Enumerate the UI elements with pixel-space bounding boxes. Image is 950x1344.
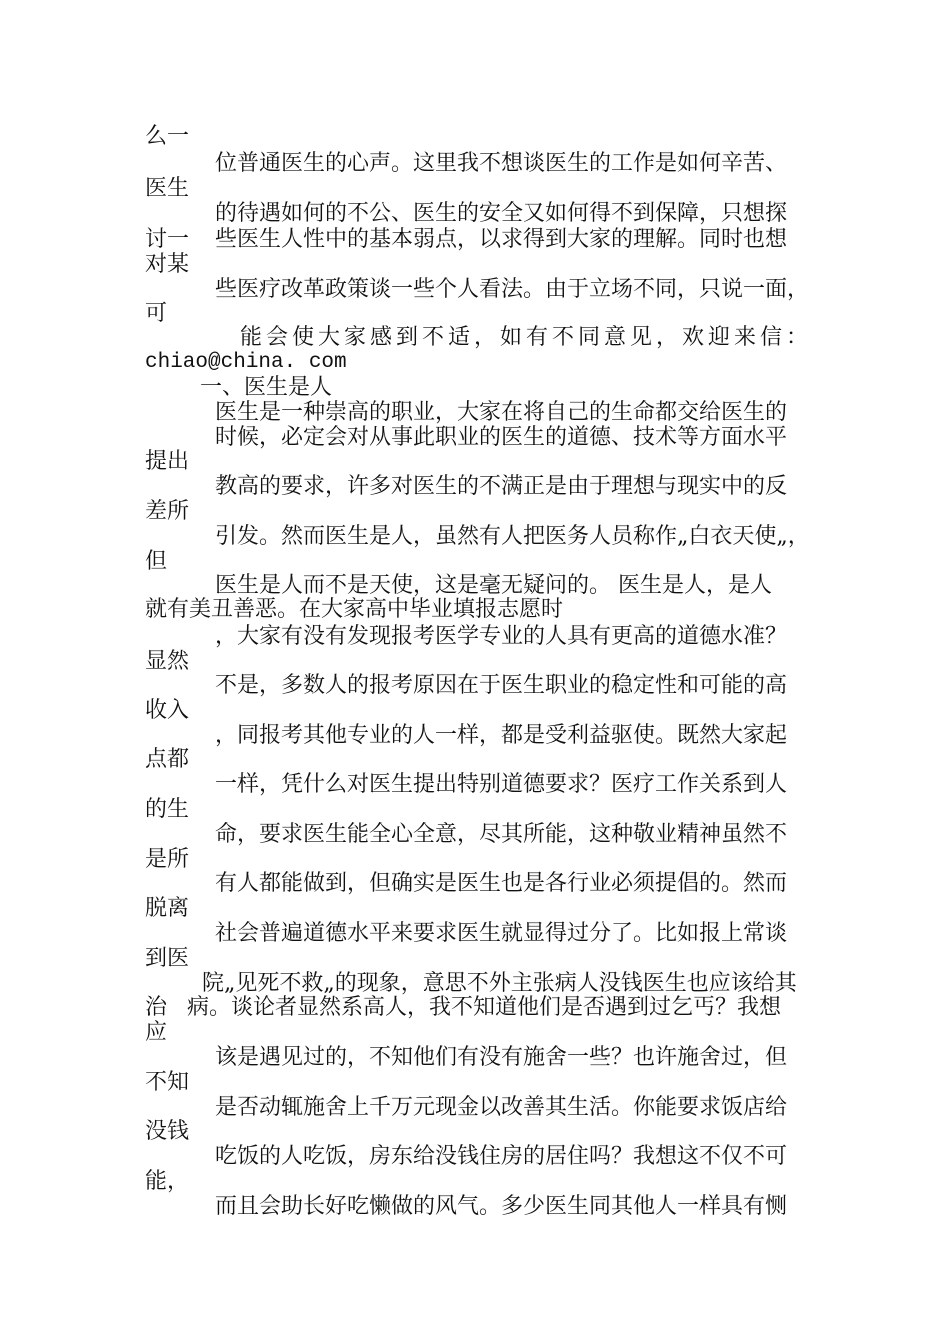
text-line: 是否动辄施舍上千万元现金以改善其生活。你能要求饭店给: [215, 1095, 788, 1120]
text-line: 些医疗改革政策谈一些个人看法。由于立场不同，只说一面，: [215, 277, 810, 302]
text-line: 而且会助长好吃懒做的风气。多少医生同其他人一样具有恻: [215, 1194, 788, 1219]
text-line: 的待遇如何的不公、医生的安全又如何得不到保障，只想探: [215, 201, 788, 226]
text-line: 病。谈论者显然系高人，我不知道他们是否遇到过乞丐？我想: [187, 995, 782, 1020]
text-line: 收入: [145, 698, 190, 723]
text-line: 对某: [145, 252, 190, 277]
text-line: 可: [145, 301, 168, 326]
text-line: 点都: [145, 747, 190, 772]
text-line: 社会普遍道德水平来要求医生就显得过分了。比如报上常谈: [215, 921, 788, 946]
text-line: 到医: [145, 946, 190, 971]
text-line: 能，: [145, 1169, 190, 1194]
text-line: 能会使大家感到不适，如有不同意见，欢迎来信：: [240, 325, 813, 350]
text-line: 提出: [145, 449, 190, 474]
text-line: 但: [145, 549, 168, 574]
text-line: 么一: [145, 124, 190, 149]
text-line: 引发。然而医生是人，虽然有人把医务人员称作„白衣天使„，: [215, 524, 810, 549]
text-line: 有人都能做到，但确实是医生也是各行业必须提倡的。然而: [215, 871, 788, 896]
text-line: 该是遇见过的，不知他们有没有施舍一些？也许施舍过，但: [215, 1045, 788, 1070]
text-line: 应: [145, 1020, 168, 1045]
text-line: 医生: [145, 176, 190, 201]
section-heading: 一、医生是人: [200, 375, 333, 400]
text-line: 位普通医生的心声。这里我不想谈医生的工作是如何辛苦、: [215, 151, 788, 176]
text-line: 教高的要求，许多对医生的不满正是由于理想与现实中的反: [215, 474, 788, 499]
text-line: 不知: [145, 1070, 190, 1095]
email-address: chiao@china. com: [145, 351, 347, 374]
text-line: 些医生人性中的基本弱点，以求得到大家的理解。同时也想: [215, 227, 788, 252]
text-line: ，大家有没有发现报考医学专业的人具有更高的道德水准？: [215, 624, 788, 649]
text-line: 不是，多数人的报考原因在于医生职业的稳定性和可能的高: [215, 673, 788, 698]
text-line: 治: [145, 995, 168, 1020]
text-line: 显然: [145, 649, 190, 674]
text-line: 就有美丑善恶。在大家高中毕业填报志愿时: [145, 597, 564, 622]
text-line: 医生是一种崇高的职业，大家在将自己的生命都交给医生的: [215, 400, 788, 425]
text-line: 没钱: [145, 1119, 190, 1144]
text-line: 院„见死不救„的现象，意思不外主张病人没钱医生也应该给其: [202, 971, 797, 996]
text-line: 一样，凭什么对医生提出特别道德要求？医疗工作关系到人: [215, 772, 788, 797]
text-line: 命，要求医生能全心全意，尽其所能，这种敬业精神虽然不: [215, 822, 788, 847]
text-line: 讨一: [145, 227, 190, 252]
text-line: 的生: [145, 797, 190, 822]
text-line: 医生是人而不是天使，这是毫无疑问的。 医生是人，是人: [215, 573, 772, 598]
text-line: 时候，必定会对从事此职业的医生的道德、技术等方面水平: [215, 425, 788, 450]
text-line: 差所: [145, 499, 190, 524]
text-line: ，同报考其他专业的人一样，都是受利益驱使。既然大家起: [215, 723, 788, 748]
text-line: 脱离: [145, 896, 190, 921]
text-line: 吃饭的人吃饭，房东给没钱住房的居住吗？我想这不仅不可: [215, 1144, 788, 1169]
text-line: 是所: [145, 847, 190, 872]
